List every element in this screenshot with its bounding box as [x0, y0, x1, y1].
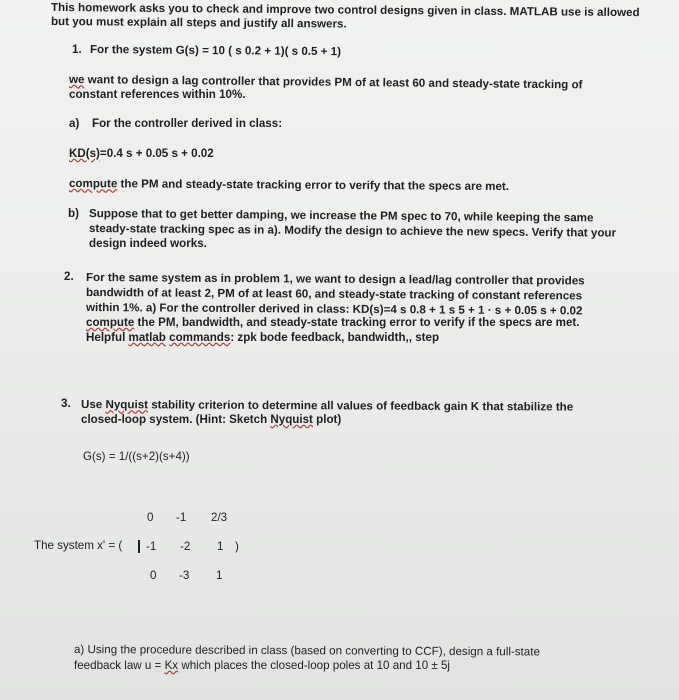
matrix-r1c3: 2/3: [211, 511, 228, 524]
matrix-label: The system x' = (: [34, 539, 123, 552]
matrix-r3c2: -3: [179, 569, 190, 582]
problem-2-line-3: within 1%. a) For the controller derived in class: KD(s)=4 s 0.8 + 1 s 5 + 1 · s + 0.05 s + 0.02: [85, 301, 583, 318]
matrix-r2c3: 1: [217, 540, 224, 553]
problem-1-system: For the system G(s) = 10 ( s 0.2 + 1)( s 0.5 + 1): [89, 43, 342, 59]
matrix-r1c2: -1: [176, 511, 187, 524]
problem-1a-label: a): [69, 117, 80, 130]
problem-3-line-2: [81, 413, 341, 427]
word-nyquist-2: Nyquist: [270, 413, 313, 426]
matrix-right-paren: ): [235, 540, 239, 553]
problem-2-line-5: [86, 331, 439, 345]
closed-loop-text: closed-loop system. (Hint: Sketch: [81, 413, 271, 426]
part-a-line-2: [74, 659, 450, 673]
problem-3-line-2-rest: plot): [312, 413, 342, 426]
matrix-r3c1: 0: [150, 569, 157, 582]
matrix-left-bracket: [138, 540, 140, 553]
compute-rest: the PM and steady-state tracking error to verify that the specs are met.: [117, 177, 510, 194]
use-text: Use: [80, 398, 106, 412]
controller-prefix: KD(s): [69, 147, 100, 160]
word-matlab: matlab: [128, 331, 166, 344]
helpful-text: Helpful: [86, 331, 129, 344]
problem-2-line-1: For the same system as in problem 1, we want to design a lead/lag controller that provides: [85, 271, 585, 288]
problem-1b-label: b): [68, 207, 79, 220]
problem-1b-line-1: Suppose that to get better damping, we increase the PM spec to 70, while keeping the same: [88, 207, 594, 225]
intro-line-2: but you must explain all steps and justify all answers.: [50, 15, 347, 31]
problem-3-number: 3.: [61, 397, 71, 410]
word-commands: commands: [169, 331, 231, 344]
problem-1b-line-2: steady-state tracking spec as in a). Modify the design to achieve the new specs. Verify that your: [88, 222, 617, 240]
poles-text: which places the closed-loop poles at 10 and 10 ± 5j: [178, 659, 450, 672]
compute-word: compute: [68, 177, 118, 191]
compute-word-2: compute: [86, 316, 135, 329]
problem-1a-text: For the controller derived in class:: [92, 117, 283, 130]
problem-3-line-1-rest: stability criterion to determine all values of feedback gain K that stabilize the: [147, 398, 574, 414]
word-we: we: [68, 73, 85, 87]
feedback-law-text: feedback law u =: [74, 659, 165, 672]
matrix-r3c3: 1: [216, 569, 223, 582]
matrix-r1c1: 0: [147, 511, 154, 524]
word-nyquist-1: Nyquist: [105, 398, 149, 412]
problem-1b-line-3: design indeed works.: [89, 237, 207, 250]
controller-rest: =0.4 s + 0.05 s + 0.02: [99, 147, 214, 160]
requirement-text: want to design a lag controller that provides PM of at least 60 and steady-state tracking of: [84, 73, 583, 92]
problem-1-number: 1.: [72, 43, 82, 56]
problem-1-requirement-line-2: constant references within 10%.: [69, 88, 246, 101]
controller-formula: [69, 147, 214, 161]
matrix-r2c1: -1: [146, 540, 157, 553]
word-kx: Kx: [164, 659, 179, 672]
transfer-function: G(s) = 1/((s+2)(s+4)): [83, 450, 190, 463]
compute-line: [69, 177, 509, 194]
intro-line-1: This homework asks you to check and improve two control designs given in class. MATLAB use is allowed: [50, 1, 640, 20]
problem-2-line-4-rest: the PM, bandwidth, and steady-state tracking error to verify if the specs are met.: [134, 316, 580, 329]
problem-2-line-2: bandwidth of at least 2, PM of at least 60, and steady-state tracking of constant references: [85, 286, 583, 303]
problem-2-number: 2.: [64, 270, 74, 283]
matrix-r2c2: -2: [180, 540, 191, 553]
commands-list: : zpk bode feedback, bandwidth,, step: [230, 331, 440, 344]
part-a-line-1: a) Using the procedure described in class (based on converting to CCF), design a full-state: [73, 643, 540, 659]
problem-2-line-4: [86, 316, 580, 330]
